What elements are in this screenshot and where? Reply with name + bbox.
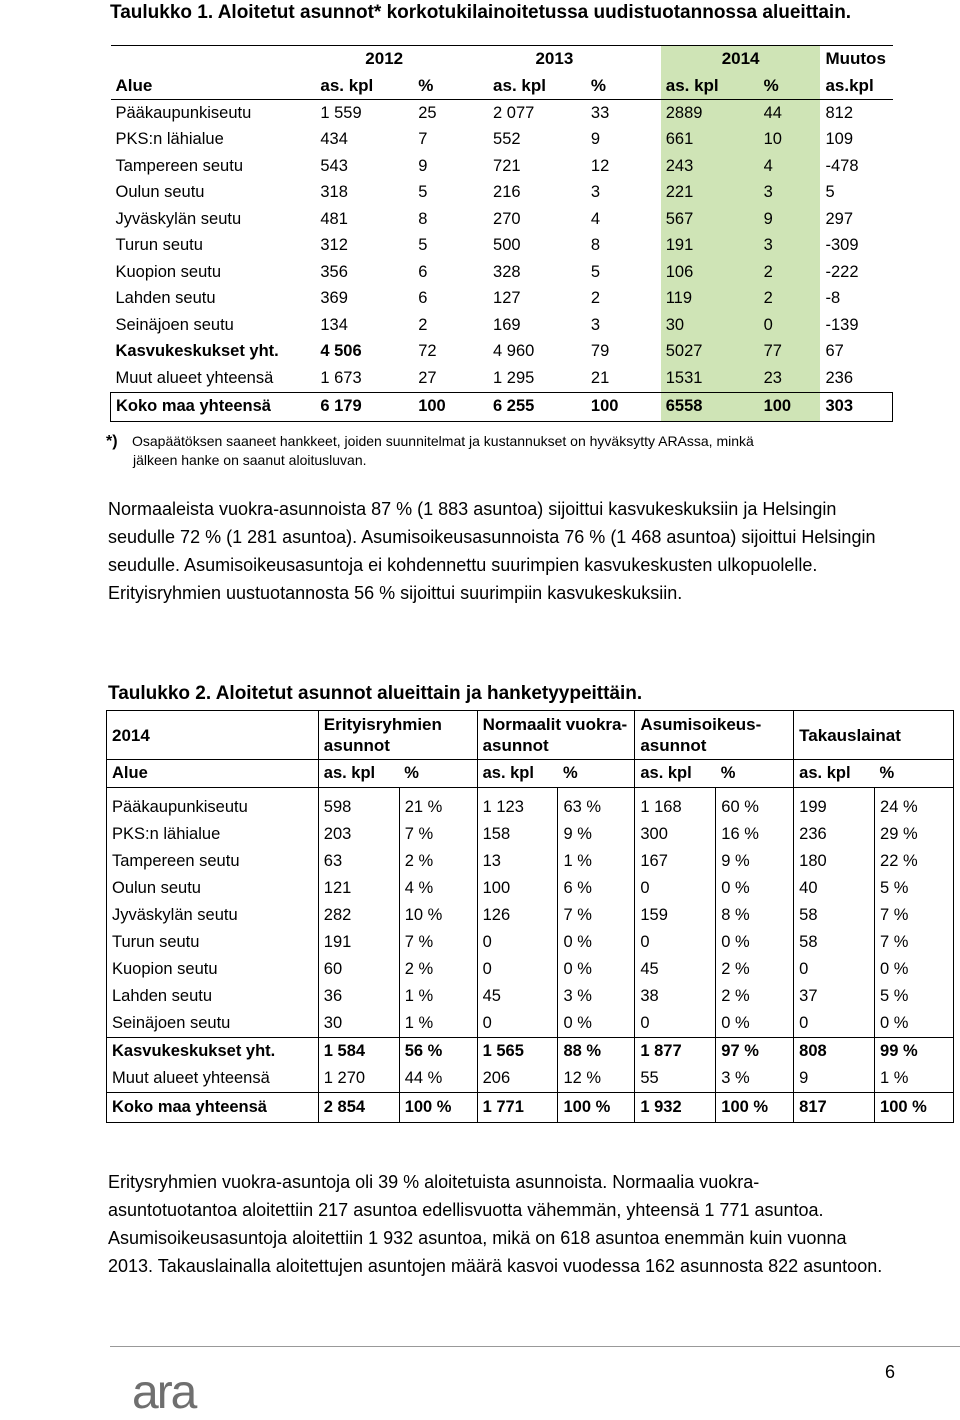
- col-header: %: [759, 73, 821, 100]
- table-row-total: Koko maa yhteensä 6 179 100 6 255 100 6558 100 303: [111, 392, 893, 421]
- table-row: PKS:n lähialue 434 7 552 9 661 10 109: [111, 127, 893, 154]
- table-row: Muut alueet yhteensä 1 270 44 % 206 12 % 55 3 % 9 1 %: [107, 1065, 954, 1093]
- table-row: Muut alueet yhteensä 1 673 27 1 295 21 1531 23 236: [111, 365, 893, 392]
- ara-logo: [132, 1368, 212, 1420]
- group-header: Erityisryhmien asunnot: [318, 711, 477, 760]
- col-header: as. kpl: [794, 760, 875, 788]
- ara-logo-icon: [132, 1368, 212, 1415]
- table-row: Pääkaupunkiseutu 598 21 % 1 123 63 % 1 168 60 % 199 24 %: [107, 794, 954, 821]
- table2-caption: Taulukko 2. Aloitetut asunnot alueittain ja hanketyypeittäin.: [108, 683, 643, 704]
- group-header: Asumisoikeus-asunnot: [635, 711, 794, 760]
- page-number: 6: [885, 1362, 896, 1382]
- col-header: as. kpl: [635, 760, 716, 788]
- table-row: Oulun seutu 121 4 % 100 6 % 0 0 % 40 5 %: [107, 875, 954, 902]
- table-row: Turun seutu 312 5 500 8 191 3 -309: [111, 233, 893, 260]
- year-2012: 2012: [315, 46, 488, 73]
- table-row: Jyväskylän seutu 481 8 270 4 567 9 297: [111, 206, 893, 233]
- col-header: as. kpl: [488, 73, 586, 100]
- table-row: Lahden seutu 36 1 % 45 3 % 38 2 % 37 5 %: [107, 983, 954, 1010]
- col-header: %: [399, 760, 477, 788]
- table-row: Pääkaupunkiseutu 1 559 25 2 077 33 2889 44 812: [111, 100, 893, 127]
- col-header: as. kpl: [318, 760, 399, 788]
- col-header: %: [586, 73, 661, 100]
- table-row: Kuopion seutu 60 2 % 0 0 % 45 2 % 0 0 %: [107, 956, 954, 983]
- table-row: Lahden seutu 369 6 127 2 119 2 -8: [111, 286, 893, 313]
- footnote-line1: Osapäätöksen saaneet hankkeet, joiden suunnitelmat ja kustannukset on hyväksytty ARAssa, minkä: [132, 433, 754, 449]
- logo-text: ara: [132, 1368, 196, 1415]
- table-row: PKS:n lähialue 203 7 % 158 9 % 300 16 % 236 29 %: [107, 821, 954, 848]
- table-row: Seinäjoen seutu 30 1 % 0 0 % 0 0 % 0 0 %: [107, 1010, 954, 1038]
- footnote-star: *): [106, 433, 118, 450]
- table-row: Tampereen seutu 63 2 % 13 1 % 167 9 % 180 22 %: [107, 848, 954, 875]
- table2: [106, 710, 954, 1123]
- table-row: Kuopion seutu 356 6 328 5 106 2 -222: [111, 259, 893, 286]
- footer-divider: [110, 1346, 960, 1347]
- group-header: Takauslainat: [794, 711, 954, 760]
- table-row-subtotal: Kasvukeskukset yht. 1 584 56 % 1 565 88 % 1 877 97 % 808 99 %: [107, 1038, 954, 1066]
- table-row-subtotal: Kasvukeskukset yht. 4 506 72 4 960 79 5027 77 67: [111, 339, 893, 366]
- col-header: %: [558, 760, 635, 788]
- table-row: Seinäjoen seutu 134 2 169 3 30 0 -139: [111, 312, 893, 339]
- table-row: Oulun seutu 318 5 216 3 221 3 5: [111, 180, 893, 207]
- year-2013: 2013: [488, 46, 661, 73]
- table-row: Tampereen seutu 543 9 721 12 243 4 -478: [111, 153, 893, 180]
- col-header: Alue: [107, 760, 319, 788]
- table-row: Jyväskylän seutu 282 10 % 126 7 % 159 8 % 58 7 %: [107, 902, 954, 929]
- col-header: as. kpl: [477, 760, 558, 788]
- paragraph-2: Eritysryhmien vuokra-asuntoja oli 39 % aloitetuista asunnoista. Normaalia vuokra-asuntotuotantoa aloitettiin 217 asuntoa edellisvuotta vähemmän, yhteensä 1 771 asuntoa. Asumisoikeusasuntoja aloitettiin 1 932 asuntoa, mikä on 618 asuntoa enemmän kuin vuonna 2013. Takauslainalla aloitettujen asuntojen määrä kasvoi vuodessa 162 asunnosta 822 asuntoon.: [108, 1172, 883, 1276]
- table-row-total: Koko maa yhteensä 2 854 100 % 1 771 100 % 1 932 100 % 817 100 %: [107, 1093, 954, 1123]
- col-header: %: [716, 760, 794, 788]
- footnote-line2: jälkeen hanke on saanut aloitusluvan.: [133, 452, 367, 468]
- year-2014: 2014: [661, 46, 821, 73]
- table1-footnote: [106, 432, 906, 469]
- year-cell: 2014: [107, 711, 319, 760]
- paragraph-1: Normaaleista vuokra-asunnoista 87 % (1 883 asuntoa) sijoittui kasvukeskuksiin ja Helsingin seudulle 72 % (1 281 asuntoa). Asumisoikeusasunnoista 76 % (1 468 asuntoa) sijoittui Helsingin seudulle. Asumisoikeusasuntoja ei kohdennettu suurimpien kasvukeskusten ulkopuolelle. Erityisryhmien uustuotannosta 56 % sijoittui suurimpiin kasvukeskuksiin.: [108, 499, 876, 603]
- col-header: %: [413, 73, 488, 100]
- table-row: Turun seutu 191 7 % 0 0 % 0 0 % 58 7 %: [107, 929, 954, 956]
- col-header: Alue: [111, 73, 316, 100]
- col-header: as.kpl: [820, 73, 892, 100]
- col-header: %: [875, 760, 954, 788]
- table1-caption: Taulukko 1. Aloitetut asunnot* korkotukilainoitetussa uudistuotannossa alueittain.: [110, 2, 852, 23]
- year-muutos: Muutos: [820, 46, 892, 73]
- table1: [110, 45, 893, 422]
- group-header: Normaalit vuokra-asunnot: [477, 711, 635, 760]
- col-header: as. kpl: [661, 73, 759, 100]
- col-header: as. kpl: [315, 73, 413, 100]
